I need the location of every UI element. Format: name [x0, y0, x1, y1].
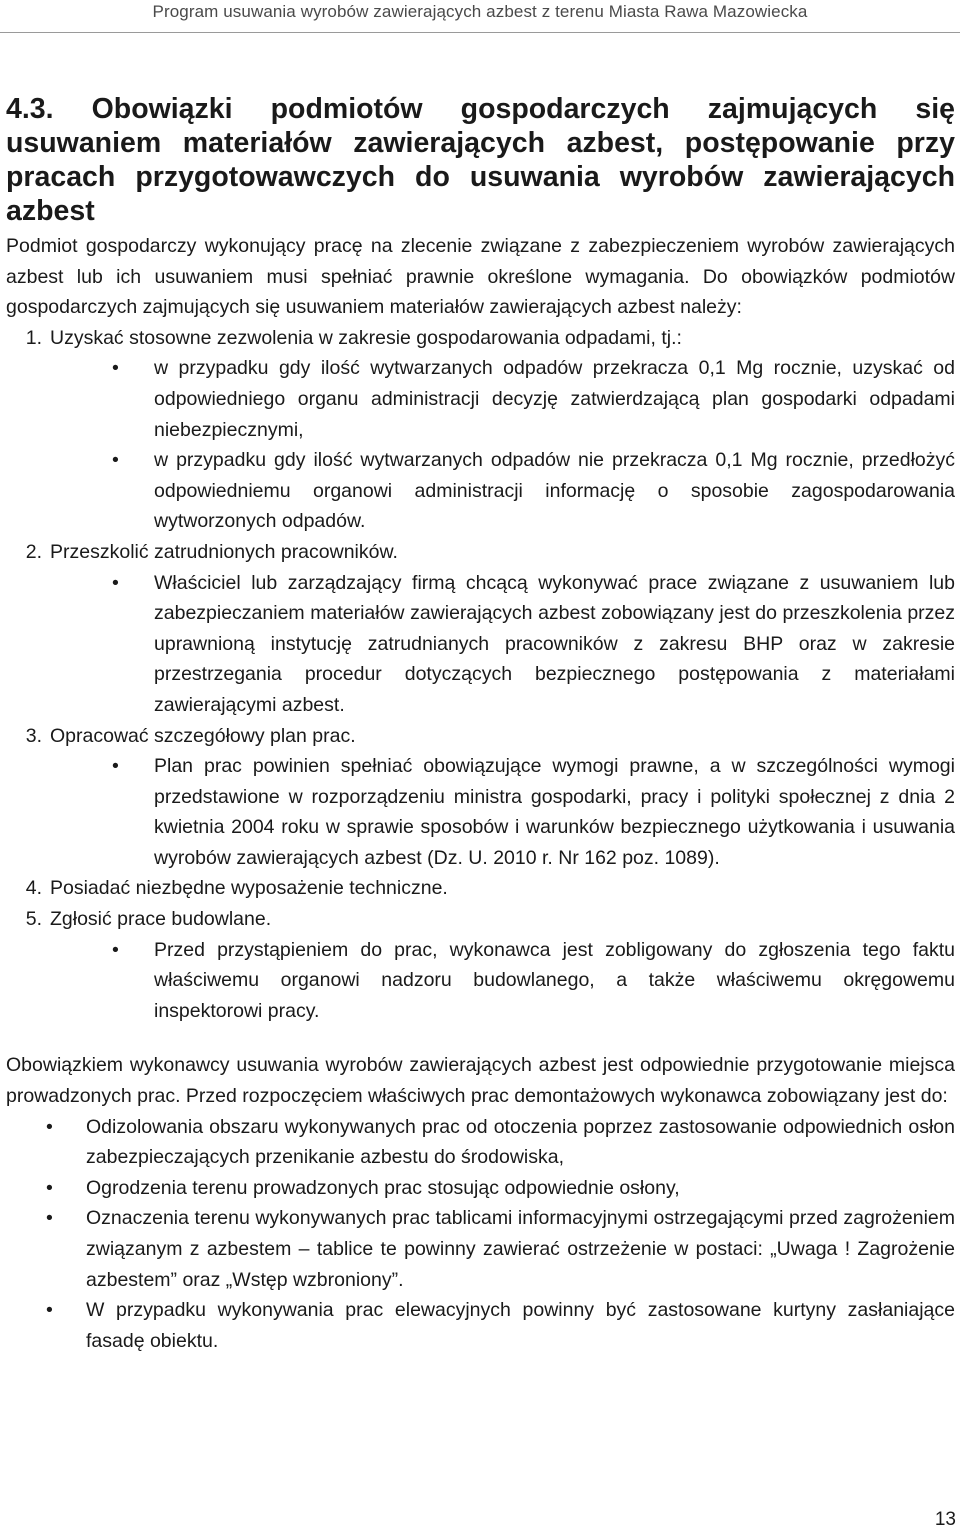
contractor-obligation-text: Oznaczenia terenu wykonywanych prac tablicami informacyjnymi ostrzegającymi przed zagrożeniem związanym z azbestem – tablice te powinny zawierać ostrzeżenie w postaci: „Uwaga ! Zagrożenie azbestem” oraz „Wstęp wzbroniony”. — [86, 1207, 955, 1291]
contractor-obligation-text: Ogrodzenia terenu prowadzonych prac stosując odpowiednie osłony, — [86, 1176, 680, 1199]
duty-bullets — [6, 751, 955, 873]
bullet-icon: • — [112, 938, 119, 961]
duty-bullet-text: w przypadku gdy ilość wytwarzanych odpadów nie przekracza 0,1 Mg rocznie, przedłożyć odpowiedniemu organowi administracji informację o sposobie zagospodarowania wytworzonych odpadów. — [154, 449, 955, 533]
duty-bullet-item — [6, 935, 955, 1027]
duty-bullet-text: w przypadku gdy ilość wytwarzanych odpadów przekracza 0,1 Mg rocznie, uzyskać od odpowiedniego organu administracji decyzję zatwierdzającą plan gospodarki odpadami niebezpiecznymi, — [154, 357, 955, 441]
section-heading: 4.3. Obowiązki podmiotów gospodarczych zajmujących się usuwaniem materiałów zawierających azbest, postępowanie przy pracach przygotowawczych do usuwania wyrobów zawierających azbest — [6, 93, 955, 227]
duty-bullet-item — [6, 353, 955, 445]
contractor-obligation-item — [6, 1173, 955, 1204]
duty-text: Posiadać niezbędne wyposażenie techniczne. — [50, 877, 448, 900]
duty-text: Przeszkolić zatrudnionych pracowników. — [50, 540, 398, 563]
duty-number: 2. — [25, 540, 42, 563]
bullet-icon: • — [112, 449, 119, 472]
duty-number: 4. — [25, 877, 42, 900]
duty-bullet-item — [6, 568, 955, 721]
running-header: Program usuwania wyrobów zawierających azbest z terenu Miasta Rawa Mazowiecka — [152, 2, 808, 21]
duty-bullet-text: Właściciel lub zarządzający firmą chcącą wykonywać prace związane z usuwaniem lub zabezpieczaniem materiałów zawierających azbest zobowiązany jest do przeszkolenia przez uprawnioną instytucję zatrudnianych pracowników z zakresu BHP oraz w zakresie przestrzegania procedur dotyczących bezpiecznego postępowania z materiałami zawierającymi azbest. — [154, 571, 955, 716]
bullet-icon: • — [46, 1115, 53, 1138]
duty-bullet-item — [6, 445, 955, 537]
bullet-icon: • — [112, 755, 119, 778]
duty-text: Uzyskać stosowne zezwolenia w zakresie gospodarowania odpadami, tj.: — [50, 326, 682, 349]
duty-item — [6, 873, 955, 904]
bullet-icon: • — [46, 1176, 53, 1199]
contractor-obligation-item — [6, 1203, 955, 1295]
duty-text: Opracować szczegółowy plan prac. — [50, 724, 356, 747]
contractor-paragraph: Obowiązkiem wykonawcy usuwania wyrobów zawierających azbest jest odpowiednie przygotowanie miejsca prowadzonych prac. Przed rozpoczęciem właściwych prac demontażowych wykonawca zobowiązany jest do: — [6, 1054, 955, 1108]
contractor-obligation-text: W przypadku wykonywania prac elewacyjnych powinny być zastosowane kurtyny zasłaniające fasadę obiektu. — [86, 1299, 955, 1352]
duty-text: Zgłosić prace budowlane. — [50, 908, 272, 931]
duty-number: 5. — [25, 908, 42, 931]
contractor-obligation-item — [6, 1112, 955, 1173]
intro-paragraph: Podmiot gospodarczy wykonujący pracę na zlecenie związane z zabezpieczeniem wyrobów zawierających azbest lub ich usuwaniem musi spełniać prawnie określone wymagania. Do obowiązków podmiotów gospodarczych zajmujących się usuwaniem materiałów zawierających azbest należy: — [6, 235, 955, 319]
duty-item — [6, 537, 955, 568]
header-divider — [0, 32, 960, 33]
bullet-icon: • — [46, 1299, 53, 1322]
duties-list — [6, 323, 955, 1027]
duty-bullets — [6, 568, 955, 721]
duty-bullet-text: Przed przystąpieniem do prac, wykonawca jest zobligowany do zgłoszenia tego faktu właściwemu organowi nadzoru budowlanego, a także właściwemu okręgowemu inspektorowi pracy. — [154, 938, 955, 1022]
duty-number: 3. — [25, 724, 42, 747]
contractor-obligations-list — [6, 1112, 955, 1357]
bullet-icon: • — [46, 1207, 53, 1230]
contractor-obligation-text: Odizolowania obszaru wykonywanych prac od otoczenia poprzez zastosowanie odpowiednich osłon zabezpieczających przenikanie azbestu do środowiska, — [86, 1115, 955, 1169]
bullet-icon: • — [112, 357, 119, 380]
duty-bullet-item — [6, 751, 955, 873]
contractor-obligation-item — [6, 1295, 955, 1356]
bullet-icon: • — [112, 571, 119, 594]
section-body — [6, 231, 955, 1356]
duty-item — [6, 904, 955, 935]
duty-bullets — [6, 935, 955, 1027]
paragraph-gap — [6, 1026, 955, 1050]
duty-number: 1. — [25, 326, 42, 349]
duty-item — [6, 721, 955, 752]
duty-bullets — [6, 353, 955, 537]
page-number: 13 — [934, 1509, 956, 1530]
duty-bullet-text: Plan prac powinien spełniać obowiązujące wymogi prawne, a w szczególności wymogi przedstawione w rozporządzeniu ministra gospodarki, pracy i polityki społecznej z dnia 2 kwietnia 2004 roku w sprawie sposobów i warunków bezpiecznego użytkowania i usuwania wyrobów zawierających azbest (Dz. U. 2010 r. Nr 162 poz. 1089). — [154, 755, 955, 869]
duty-item — [6, 323, 955, 354]
